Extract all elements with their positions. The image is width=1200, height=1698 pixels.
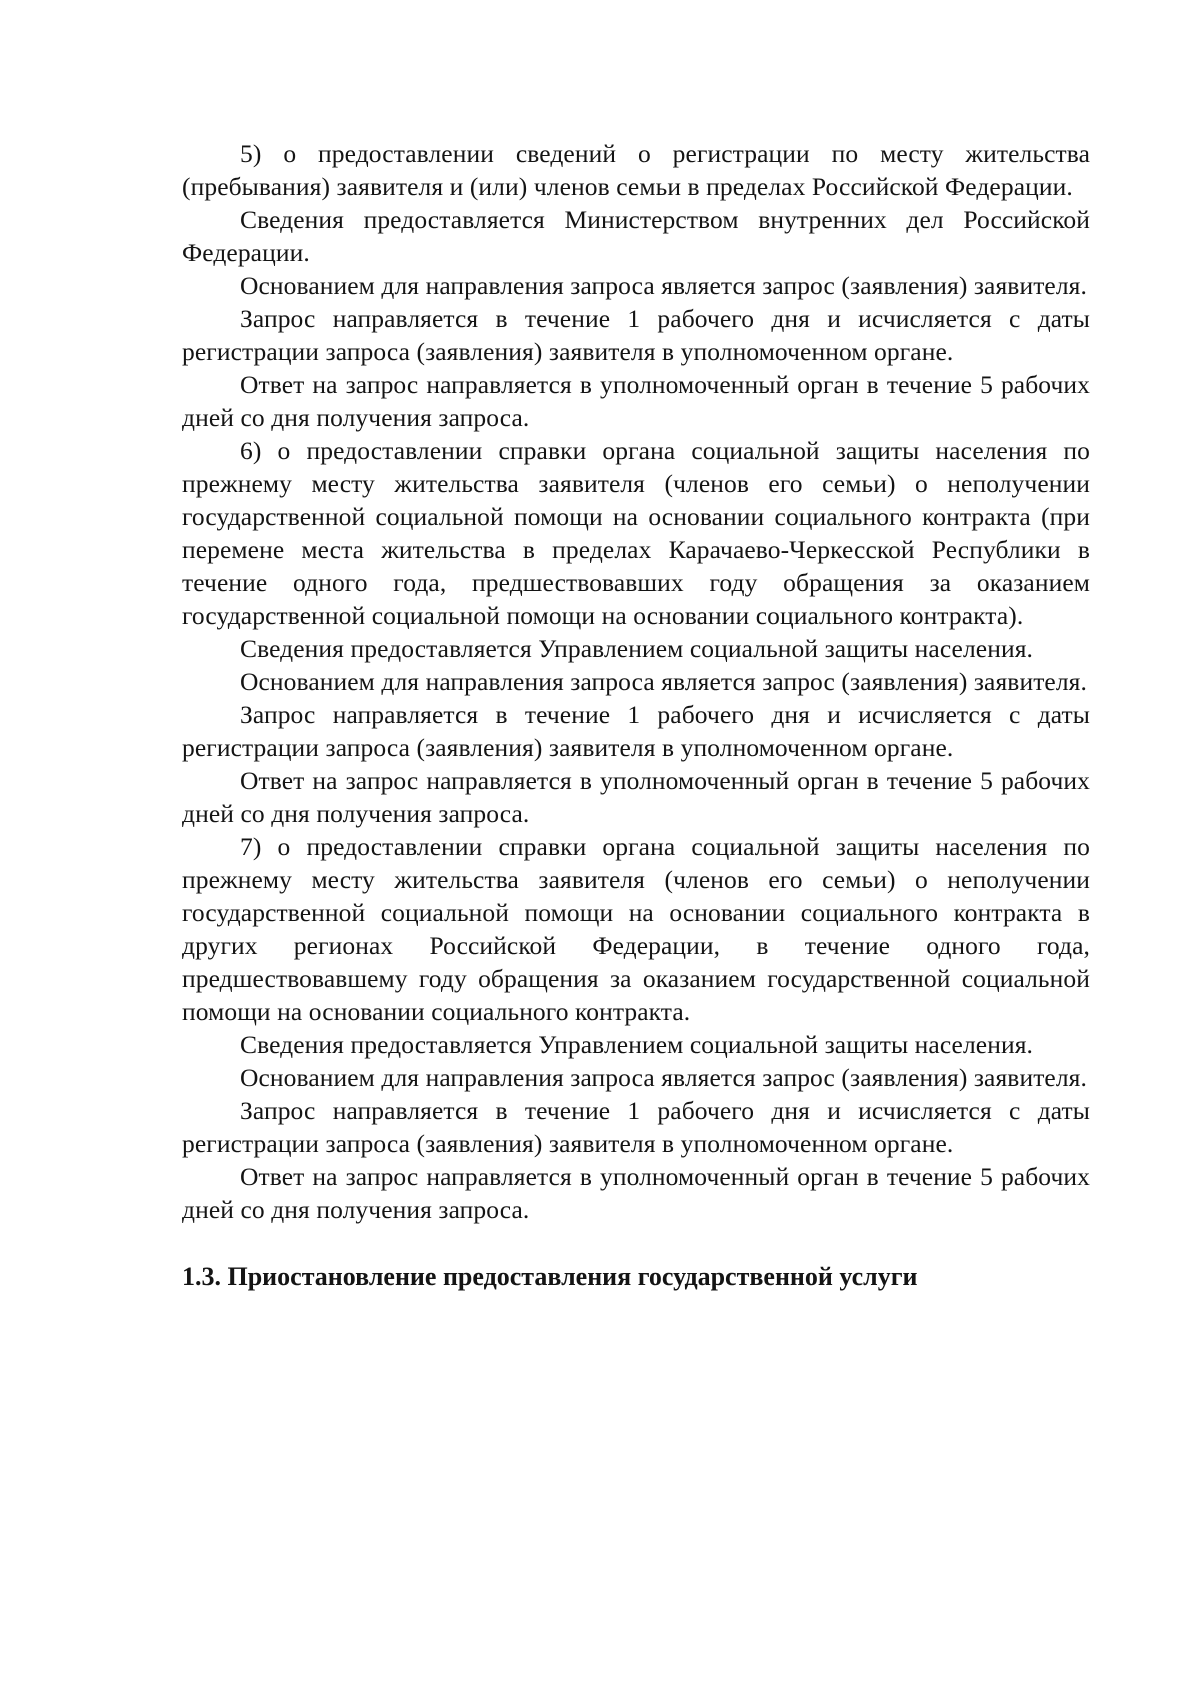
paragraph-item-6: 6) о предоставлении справки органа социальной защиты населения по прежнему месту жительства заявителя (членов его семьи) о неполучении государственной социальной помощи на основании социального контракта (при перемене места жительства в пределах Карачаево-Черкесской Республики в течение одного года, предшествовавших году обращения за оказанием государственной социальной помощи на основании социального контракта). <box>182 436 1090 630</box>
paragraph-item-5: 5) о предоставлении сведений о регистрации по месту жительства (пребывания) заявителя и (или) членов семьи в пределах Российской Федерации. <box>182 139 1090 201</box>
paragraph-provider: Сведения предоставляется Министерством внутренних дел Российской Федерации. <box>182 205 1090 267</box>
section-heading: 1.3. Приостановление предоставления государственной услуги <box>182 1262 918 1291</box>
paragraph-basis: Основанием для направления запроса является запрос (заявления) заявителя. <box>240 271 1087 300</box>
paragraph-response-timing: Ответ на запрос направляется в уполномоченный орган в течение 5 рабочих дней со дня получения запроса. <box>182 766 1090 828</box>
paragraph-request-timing: Запрос направляется в течение 1 рабочего дня и исчисляется с даты регистрации запроса (заявления) заявителя в уполномоченном органе. <box>182 700 1090 762</box>
paragraph-basis: Основанием для направления запроса является запрос (заявления) заявителя. <box>240 1063 1087 1092</box>
paragraph-provider: Сведения предоставляется Управлением социальной защиты населения. <box>240 634 1034 663</box>
paragraph-response-timing: Ответ на запрос направляется в уполномоченный орган в течение 5 рабочих дней со дня получения запроса. <box>182 370 1090 432</box>
paragraph-request-timing: Запрос направляется в течение 1 рабочего дня и исчисляется с даты регистрации запроса (заявления) заявителя в уполномоченном органе. <box>182 1096 1090 1158</box>
paragraph-provider: Сведения предоставляется Управлением социальной защиты населения. <box>240 1030 1034 1059</box>
paragraph-response-timing: Ответ на запрос направляется в уполномоченный орган в течение 5 рабочих дней со дня получения запроса. <box>182 1162 1090 1224</box>
paragraph-request-timing: Запрос направляется в течение 1 рабочего дня и исчисляется с даты регистрации запроса (заявления) заявителя в уполномоченном органе. <box>182 304 1090 366</box>
paragraph-item-7: 7) о предоставлении справки органа социальной защиты населения по прежнему месту жительства заявителя (членов его семьи) о неполучении государственной социальной помощи на основании социального контракта в других регионах Российской Федерации, в течение одного года, предшествовавшему году обращения за оказанием государственной социальной помощи на основании социального контракта. <box>182 832 1090 1026</box>
paragraph-basis: Основанием для направления запроса является запрос (заявления) заявителя. <box>240 667 1087 696</box>
document-body <box>182 137 1090 1293</box>
